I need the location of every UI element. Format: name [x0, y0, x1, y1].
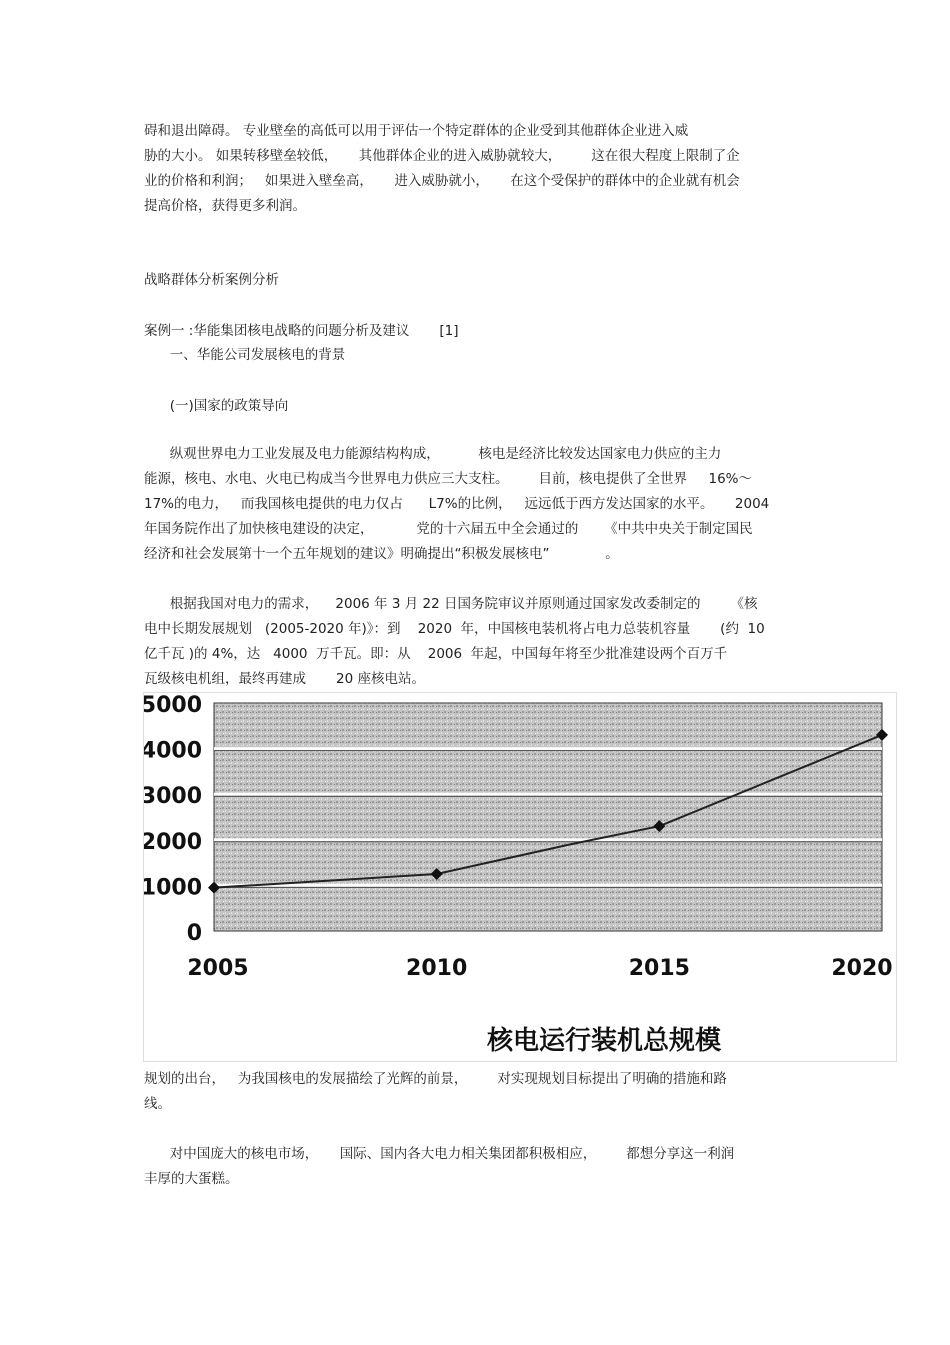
text-line: 瓦级核电机组，最终再建成 20 座核电站。 — [144, 671, 426, 687]
text-line: 战略群体分析案例分析 — [144, 272, 279, 288]
text-line: 根据我国对电力的需求， 2006 年 3 月 22 日国务院审议并原则通过国家发改委制定的 《核 — [144, 596, 758, 612]
text-line: 电中长期发展规划 (2005-2020 年)》：到 2020 年，中国核电装机将占电力总装机容量 (约 10 — [144, 621, 765, 637]
y-tick-label: 3000 — [144, 784, 202, 810]
text-line: 经济和社会发展第十一个五年规划的建议》明确提出“积极发展核电” 。 — [144, 546, 619, 562]
x-tick-label: 2015 — [628, 956, 690, 981]
x-tick-label: 2020 — [831, 956, 893, 981]
y-tick-label: 2000 — [144, 829, 202, 855]
text-line: 能源，核电、水电、火电已构成当今世界电力供应三大支柱。 目前，核电提供了全世界 16%～ — [144, 471, 752, 487]
text-line: 业的价格和利润； 如果进入壁垒高， 进入威胁就小， 在这个受保护的群体中的企业就有机会 — [144, 173, 740, 189]
y-tick-label: 1000 — [144, 875, 202, 901]
text-line: 一、华能公司发展核电的背景 — [144, 347, 346, 363]
text-line: 碍和退出障碍。 专业壁垒的高低可以用于评估一个特定群体的企业受到其他群体企业进入威 — [144, 123, 689, 139]
chart-svg — [144, 693, 896, 1061]
text-line: 线。 — [144, 1096, 171, 1112]
y-tick-label: 0 — [186, 921, 202, 946]
text-line: 提高价格，获得更多利润。 — [144, 198, 306, 214]
nuclear-capacity-chart — [143, 692, 897, 1062]
chart-title: 核电运行装机总规模 — [486, 1026, 722, 1056]
text-line: 胁的大小。 如果转移壁垒较低， 其他群体企业的进入威胁就较大， 这在很大程度上限制了企 — [144, 148, 740, 164]
text-line: 对中国庞大的核电市场， 国际、国内各大电力相关集团都积极相应， 都想分享这一利润 — [144, 1146, 735, 1162]
text-line: 亿千瓦 )的 4%，达 4000 万千瓦。即：从 2006 年起，中国每年将至少批准建设两个百万千 — [144, 646, 728, 662]
text-line: 纵观世界电力工业发展及电力能源结构构成， 核电是经济比较发达国家电力供应的主力 — [144, 446, 722, 462]
x-tick-label: 2010 — [406, 956, 468, 981]
text-line: 年国务院作出了加快核电建设的决定， 党的十六届五中全会通过的 《中共中央关于制定国民 — [144, 521, 753, 537]
y-tick-label: 4000 — [144, 738, 202, 764]
plot-area — [214, 703, 882, 931]
x-tick-label: 2005 — [187, 956, 249, 981]
text-line: (一)国家的政策导向 — [144, 398, 289, 414]
text-line: 规划的出台， 为我国核电的发展描绘了光辉的前景， 对实现规划目标提出了明确的措施和路 — [144, 1071, 727, 1087]
y-tick-label: 5000 — [144, 693, 202, 718]
text-line: 17%的电力， 而我国核电提供的电力仅占 L7%的比例， 远远低于西方发达国家的水平。 2004 — [144, 496, 770, 512]
text-line: 丰厚的大蛋糕。 — [144, 1171, 239, 1187]
text-line: 案例一 :华能集团核电战略的问题分析及建议 [1] — [144, 323, 459, 339]
